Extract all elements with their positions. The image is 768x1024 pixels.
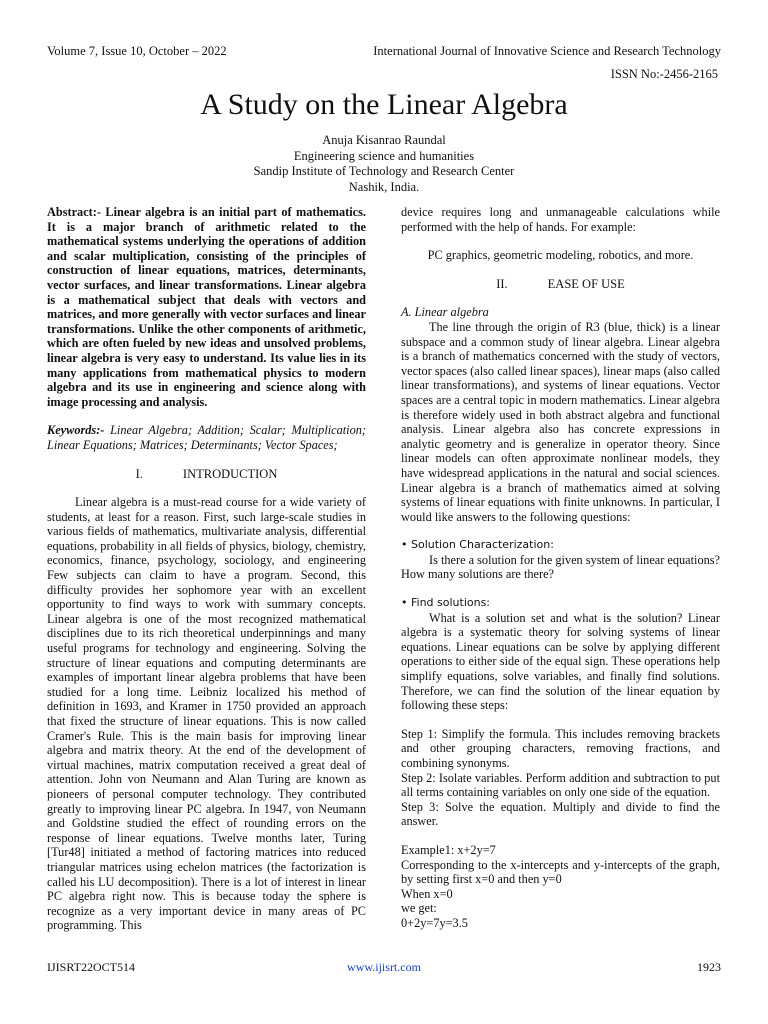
section-number: II. xyxy=(496,276,508,291)
example-paragraph: Corresponding to the x-intercepts and y-intercepts of the graph, by setting first x=0 and then y=0 xyxy=(401,857,720,887)
journal-volume: Volume 7, Issue 10, October – 2022 xyxy=(47,44,227,58)
page-number: 1923 xyxy=(697,960,721,974)
issn: ISSN No:-2456-2165 xyxy=(610,67,718,81)
author-location: Nashik, India. xyxy=(348,179,420,194)
paper-title: A Study on the Linear Algebra xyxy=(200,88,568,121)
bullet-text: What is a solution set and what is the solution? Linear algebra is a systematic theory for solving systems of linear equations. Linear equations can be solve by applying different operations to either side of the equal sign. These operations help simplify equations, solve variables, and finally find solutions. Therefore, we can find the solution of the linear equation by following these steps: xyxy=(401,610,720,713)
journal-name: International Journal of Innovative Science and Research Technology xyxy=(373,44,721,58)
author-block xyxy=(0,133,768,195)
section-title: INTRODUCTION xyxy=(182,466,278,481)
step-2: Step 2: Isolate variables. Perform addition and subtraction to put all terms containing variables on only one side of the equation. xyxy=(401,770,720,800)
section-heading-introduction xyxy=(47,467,366,482)
abstract: Abstract:- Linear algebra is an initial part of mathematics. It is a major branch of arithmetic related to the mathematical systems underlying the operations of addition and scalar multiplication, consisting of the principles of construction of linear equations, matrices, determinants, vector surfaces, and linear transformations. Linear algebra is a mathematical subject that deals with vectors and matrices, and more generally with vector surfaces and linear transformations. Unlike the other components of arithmetic, which are often fueled by new ideas and unsolved problems, linear algebra is very easy to understand. Its value lies in its many applications from mathematical physics to modern algebra and its use in engineering and science along with image processing and analysis. xyxy=(47,205,366,409)
when-line: When x=0 xyxy=(401,886,453,901)
paper-id: IJISRT22OCT514 xyxy=(47,960,135,974)
keywords-text: Linear Algebra; Addition; Scalar; Multiplication; Linear Equations; Matrices; Determinants; Vector Spaces; xyxy=(47,423,366,452)
keywords-label: Keywords:- xyxy=(47,423,105,438)
we-get-line: we get: xyxy=(401,901,437,916)
step-1: Step 1: Simplify the formula. This includes removing brackets and other grouping characters, removing fractions, and combining synonyms. xyxy=(401,726,720,770)
author-dept: Engineering science and humanities xyxy=(293,148,475,163)
right-column xyxy=(401,205,720,931)
section-number: I. xyxy=(135,466,143,481)
result-line: 0+2y=7y=3.5 xyxy=(401,915,468,930)
left-column xyxy=(47,205,366,933)
application-examples: PC graphics, geometric modeling, robotics, and more. xyxy=(427,248,694,263)
author-institute: Sandip Institute of Technology and Research Center xyxy=(253,164,515,178)
keywords xyxy=(47,423,366,452)
section-heading-ease-of-use xyxy=(401,277,720,292)
section-title: EASE OF USE xyxy=(547,276,625,291)
introduction-body: Linear algebra is a must-read course for a wide variety of students, at least for a reason. First, such large-scale studies in various fields of mathematics, multivariate analysis, differential equations, probability in all fields of physics, biology, chemistry, economics, finance, psychology, sociology, and engineering Few subjects can claim to have a program. Second, this difficulty provides her sophomore year with an excellent opportunity to find ways to work with summary concepts. Linear algebra is one of the most recognized mathematical disciplines due to its rich theoretical underpinnings and many useful programs for technology and engineering. Solving the structure of linear equations and computing determinants are examples of important linear algebra problems that have been studied for a long time. Leibniz localized his method of definition in 1693, and Kramer in 1750 provided an approach that fixed the structure of linear equations. This is now called Cramer's Rule. This is the main basis for improving linear algebra and matrix theory. At the end of the development of virtual machines, matrix computation received a great deal of attention. John von Neumann and Alan Turing are known as pioneers of personal computer technology. They contributed greatly to improving linear PC algebra. In 1947, von Neumann and Goldstine studied the effect of rounding errors on the response of linear equations. Twelve months later, Turing [Tur48] initiated a method of factoring matrices into reduced triangular matrices using echelon matrices (the factorization is called his LU decomposition). There is a lot of interest in linear PC algebra right now. This is because today the sphere is recognize as a very important device in many areas of PC programming. This xyxy=(47,495,366,933)
author-name: Anuja Kisanrao Raundal xyxy=(322,133,446,147)
step-3: Step 3: Solve the equation. Multiply and divide to find the answer. xyxy=(401,799,720,829)
journal-website-link[interactable]: www.ijisrt.com xyxy=(347,960,421,974)
linear-algebra-paragraph: The line through the origin of R3 (blue, thick) is a linear subspace and a common study of linear algebra. Linear algebra is a branch of mathematics concerned with the study of vectors, vector spaces (also called linear spaces), linear maps (also called linear transformations), and systems of linear equations. Vector spaces are a central topic in modern mathematics. Linear algebra is therefore widely used in both abstract algebra and functional analysis. Linear algebra also has concrete expressions in analytic geometry and is generalize in operator theory. Since linear models can often approximate nonlinear models, they have widespread applications in the natural and social sciences. Linear algebra is a branch of mathematics aimed at solving systems of linear equations with finite unknowns. In particular, I would like answers to the following questions: xyxy=(401,319,720,524)
bullet-text: Is there a solution for the given system of linear equations? How many solutions are there? xyxy=(401,552,720,582)
continued-text: device requires long and unmanageable calculations while performed with the help of hands. For example: xyxy=(401,205,720,234)
subsection-heading: A. Linear algebra xyxy=(401,305,489,320)
example-1: Example1: x+2y=7 xyxy=(401,842,496,857)
bullet-find-solutions: • Find solutions: xyxy=(401,596,491,610)
bullet-solution-characterization: • Solution Characterization: xyxy=(401,538,554,552)
